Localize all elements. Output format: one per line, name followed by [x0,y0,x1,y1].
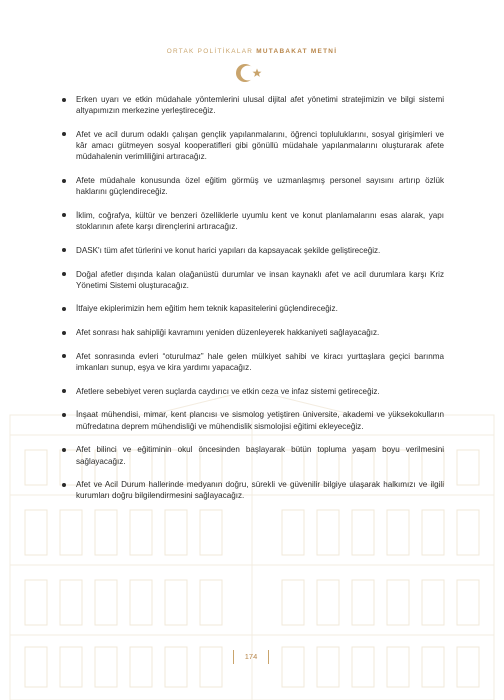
list-item [60,269,444,291]
list-item [60,386,444,397]
list-item-text: Afet sonrası hak sahipliği kavramını yeniden düzenleyerek hakkaniyeti sağlayacağız. [76,328,380,338]
bullet-icon [62,413,66,417]
list-item-text: Afet sonrasında evleri “oturulmaz” hale gelen mülkiyet sahibi ve kiracı yurttaşlara geçici barınma imkanları sunup, eşya ve kira yardımı yapacağız. [76,351,444,373]
list-item [60,129,444,163]
list-item-text: DASK'ı tüm afet türlerini ve konut harici yapıları da kapsayacak şekilde geliştireceğiz. [76,245,381,255]
list-item-text: Afete müdahale konusunda özel eğitim görmüş ve uzmanlaşmış personel sayısını artırıp özlük haklarını güçlendireceğiz. [76,176,444,197]
header-title: MUTABAKAT METNİ [256,48,338,55]
bullet-icon [62,483,66,487]
running-header [0,48,504,55]
bullet-icon [62,179,66,183]
list-item [60,175,444,197]
list-item [60,409,444,431]
list-item [60,210,444,232]
bullet-icon [62,132,66,136]
list-item [60,303,444,314]
bullet-icon [62,98,66,102]
list-item [60,351,444,373]
bullet-icon [62,354,66,358]
list-item [60,94,444,116]
list-item-text: İtfaiye ekiplerimizin hem eğitim hem teknik kapasitelerini güçlendireceğiz. [76,304,338,314]
bullet-icon [62,389,66,393]
bullet-icon [62,448,66,452]
list-item-text: Doğal afetler dışında kalan olağanüstü durumlar ve insan kaynaklı afet ve acil durumlara karşı Kriz Yönetimi Sistemi oluşturacağız. [76,269,444,290]
bullet-icon [62,331,66,335]
list-item-text: Afet ve acil durum odaklı çalışan gençlik yapılanmalarını, öğrenci topluluklarını, sosyal girişimleri ve kâr amacı gütmeyen sosyal kooperatifleri gibi gönüllü müdahale yapılanmalarını oluşturarak afete müdahalenin verimliliğini artıracağız. [76,129,444,162]
list-item [60,444,444,466]
bullet-icon [62,272,66,276]
list-item-text: Afet bilinci ve eğitiminin okul öncesinden başlayarak bütün topluma yaşam boyu verilmesini sağlayacağız. [76,445,444,466]
list-item-text: İnşaat mühendisi, mimar, kent plancısı ve sismolog yetiştiren üniversite, akademi ve yüksekokulların müfredatına deprem mühendisliği ve mühendislik sismolojisi eğitimi ekleyeceğiz. [76,410,444,431]
list-item-text: Afet ve Acil Durum hallerinde medyanın doğru, sürekli ve güvenilir bilgiye ulaşarak halkımızı ve ilgili kurumları doğru bilgilendirmesini sağlayacağız. [76,480,444,501]
list-item [60,327,444,338]
bullet-list [60,94,444,514]
bullet-icon [62,248,66,252]
list-item [60,479,444,501]
list-item [60,245,444,256]
list-item-text: Afetlere sebebiyet veren suçlarda caydırıcı ve etkin ceza ve infaz sistemi getireceğiz. [76,386,380,396]
page-number: 174 [233,650,269,664]
bullet-icon [62,213,66,217]
header-prefix: ORTAK POLİTİKALAR [166,48,254,55]
crescent-star-icon [232,62,266,84]
list-item-text: Erken uyarı ve etkin müdahale yöntemlerini ulusal dijital afet yönetimi stratejimizin ve bilgi sistemi altyapımızın merkezine yerleştireceğiz. [76,95,444,116]
bullet-icon [62,307,66,311]
list-item-text: İklim, coğrafya, kültür ve benzeri özelliklerle uyumlu kent ve konut planlamalarını esas alarak, yapı stoklarının afete karşı dirençlerini artıracağız. [76,210,444,232]
